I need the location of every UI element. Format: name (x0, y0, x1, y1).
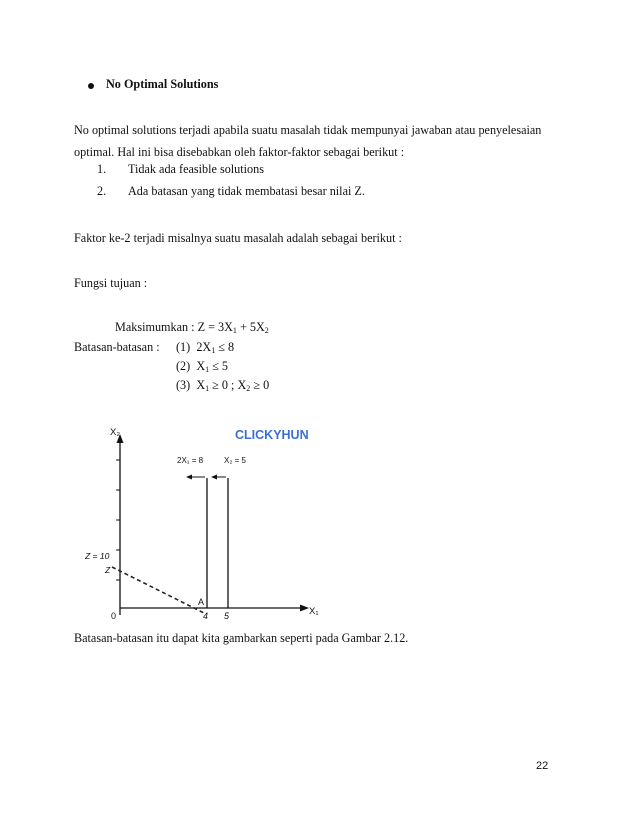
constraint-3: (3) $X_1 \ge 0$ ; $X_2 \ge 0$ (176, 378, 270, 393)
page-number: 22 (536, 760, 549, 772)
lp-graph-figure (78, 420, 328, 625)
section-heading: No Optimal Solutions (106, 77, 219, 91)
constraint-label-2: X₂ = 5 (224, 456, 247, 465)
paragraph: Faktor ke-2 terjadi misalnya suatu masalah adalah sebagai berikut : (74, 231, 402, 245)
paragraph-line: optimal. Hal ini bisa disebabkan oleh faktor-faktor sebagai berikut : (74, 145, 405, 159)
x1-axis-label: X₁ (309, 606, 319, 617)
brand-watermark: CLICKYHUN (235, 428, 309, 442)
origin-label: 0 (111, 611, 117, 621)
figure-caption: Batasan-batasan itu dapat kita gambarkan seperti pada Gambar 2.12. (74, 631, 409, 645)
z-value-label: Z = 10 (85, 551, 110, 561)
constraint-label-1: 2X₁ = 8 (177, 456, 204, 465)
list-item-text: Ada batasan yang tidak membatasi besar nilai Z. (128, 184, 365, 198)
point-a-label: A (198, 597, 205, 607)
constraint-2: (2) $X_1 \le 5$ (176, 359, 229, 374)
x1-tick-5: 5 (224, 611, 230, 621)
list-item-number: 2. (97, 184, 107, 198)
list-item-text: Tidak ada feasible solutions (128, 162, 264, 176)
objective-function: Maksimumkan : $Z = 3X_1 + 5X_2$ (115, 320, 269, 335)
x1-tick-4: 4 (203, 611, 209, 621)
constraints-label: Batasan-batasan : (74, 340, 160, 354)
z-point-label: Z (105, 565, 111, 575)
bullet-icon (88, 83, 94, 89)
x1-axis-arrow-icon (300, 605, 309, 612)
objective-dashed-line (112, 567, 206, 614)
constraint-1: (1) $2X_1 \le 8$ (176, 340, 235, 355)
list-item-number: 1. (97, 162, 107, 176)
objective-label: Fungsi tujuan : (74, 276, 148, 290)
paragraph-line: No optimal solutions terjadi apabila suatu masalah tidak mempunyai jawaban atau penyelesaian (74, 123, 542, 137)
x2-axis-label: X₂ (110, 427, 121, 438)
